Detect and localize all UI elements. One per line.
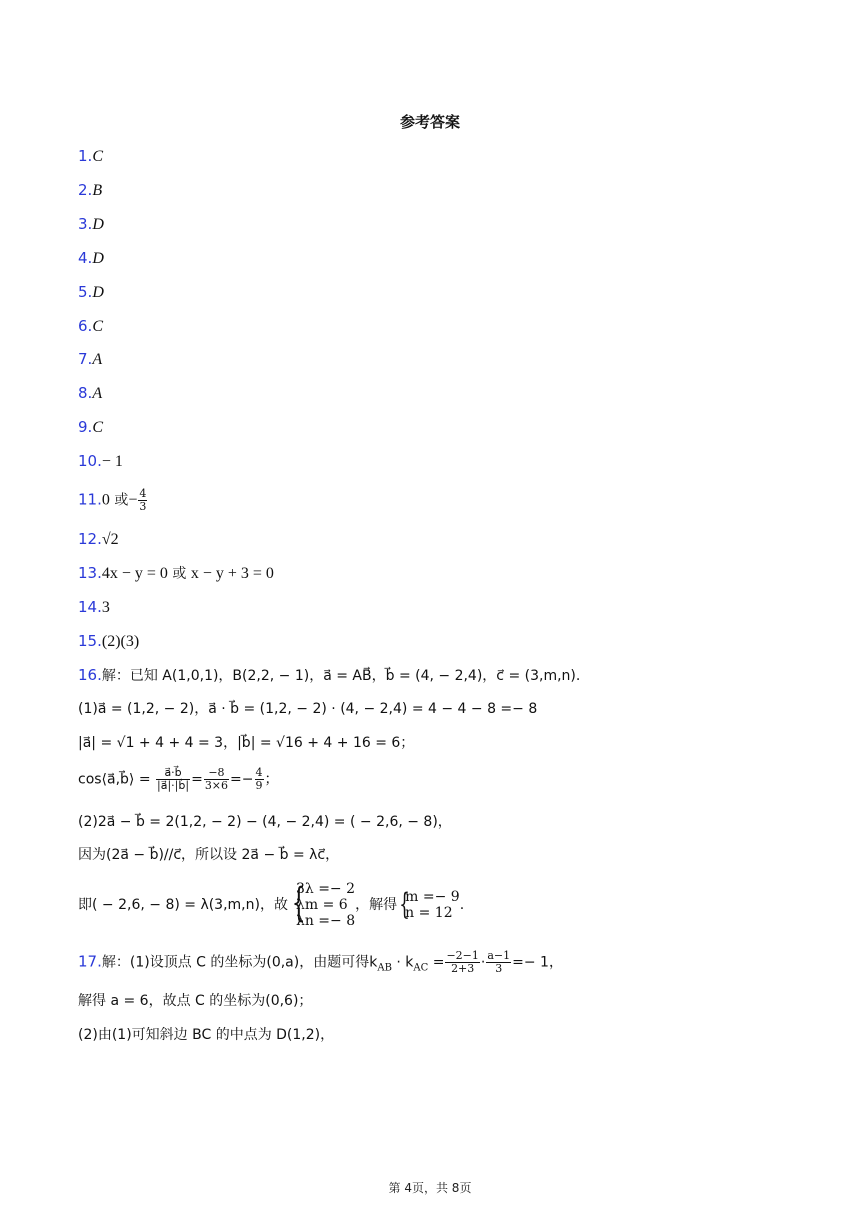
fraction-numerator: a−1 <box>487 949 511 962</box>
page-footer: 第 4页，共 8页 <box>388 1181 472 1195</box>
answer-number: 12. <box>78 530 102 548</box>
answer-number: 8. <box>78 384 93 402</box>
answer-item <box>78 383 102 404</box>
answer-number: 14. <box>78 598 102 616</box>
answer-value: C <box>92 318 103 335</box>
answer-item <box>78 451 123 472</box>
solution-text: 解：已知 A(1,0,1)，B(2,2, − 1)，a⃗ = AB⃗，b⃗ = (4, − 2,4)，c⃗ = (3,m,n). <box>101 668 581 684</box>
equation: λm = 6 <box>295 897 348 913</box>
equation: { 3λ =− 2 <box>295 881 356 897</box>
answer-value: D <box>92 284 104 301</box>
solution-text: cos⟨a⃗,b⃗⟩ = <box>78 771 151 788</box>
solution-text: ，解得 <box>355 897 398 913</box>
dot-operator: · <box>480 954 486 971</box>
answer-item <box>78 417 103 438</box>
fraction-denominator: 3 <box>139 500 147 513</box>
solution-text: =− 1， <box>512 954 563 971</box>
fraction <box>204 767 229 792</box>
answer-value: 4x − y = 0 <box>101 565 168 582</box>
solution-line: (2)由(1)可知斜边 BC 的中点为 D(1,2)， <box>78 1027 335 1043</box>
equation: n = 12 <box>405 905 453 921</box>
solution-text: · k <box>391 954 414 971</box>
answer-value: x − y + 3 = 0 <box>190 565 274 582</box>
subscript: AC <box>413 962 429 974</box>
fraction-numerator: −2−1 <box>446 949 479 962</box>
solution-line: (1)a⃗ = (1,2, − 2)，a⃗ · b⃗ = (1,2, − 2) · (4, − 2,4) = 4 − 4 − 8 =− 8 <box>78 701 538 717</box>
solution-line <box>78 880 464 930</box>
answer-number: 3. <box>78 215 93 233</box>
answer-number: 16. <box>78 666 102 684</box>
solution-text: 即( − 2,6, − 8) = λ(3,m,n)，故 <box>78 897 288 913</box>
answer-value: A <box>92 351 103 368</box>
answer-item <box>78 248 104 269</box>
fraction-denominator: 2+3 <box>451 962 475 975</box>
answer-number: 17. <box>78 952 102 971</box>
punctuation: ； <box>264 771 279 788</box>
page-title: 参考答案 <box>399 113 460 131</box>
answer-value: 0 <box>101 491 110 509</box>
answer-value: − 1 <box>101 453 123 470</box>
answer-item <box>78 214 104 235</box>
solution-line <box>78 665 580 686</box>
equation-system <box>397 889 460 921</box>
answer-item <box>78 146 103 167</box>
answer-value: (2)(3) <box>101 633 140 650</box>
answer-number: 11. <box>78 490 102 509</box>
answer-item <box>78 529 119 550</box>
answer-number: 15. <box>78 632 102 650</box>
fraction-numerator: a⃗·b⃗ <box>156 767 190 780</box>
answer-number: 1. <box>78 147 93 165</box>
answer-value: C <box>92 148 103 165</box>
answer-value: C <box>92 419 103 436</box>
or-text: 或 <box>114 492 129 509</box>
fraction <box>486 950 511 975</box>
answer-value: A <box>92 385 103 402</box>
solution-line <box>78 950 563 978</box>
solution-line: |a⃗| = √1 + 4 + 4 = 3，|b⃗| = √16 + 4 + 16 = 6； <box>78 735 415 751</box>
equals-sign: = <box>428 954 445 971</box>
solution-line: (2)2a⃗ − b⃗ = 2(1,2, − 2) − (4, − 2,4) = ( − 2,6, − 8)， <box>78 814 452 830</box>
answer-number: 9. <box>78 418 93 436</box>
equation: { m =− 9 <box>405 889 460 905</box>
equation: λn =− 8 <box>295 913 356 929</box>
fraction-denominator: |a⃗|·|b⃗| <box>157 779 190 792</box>
answer-number: 5. <box>78 283 93 301</box>
solution-line: 因为(2a⃗ − b⃗)//c⃗，所以设 2a⃗ − b⃗ = λc⃗， <box>78 847 340 863</box>
answer-value: √2 <box>101 531 119 548</box>
or-text: 或 <box>172 566 187 582</box>
fraction <box>156 767 190 792</box>
fraction-numerator: 4 <box>139 487 147 500</box>
solution-line <box>78 767 279 792</box>
minus-sign: − <box>128 491 138 509</box>
fraction-numerator: −8 <box>204 767 229 780</box>
fraction-denominator: 3×6 <box>204 779 229 792</box>
answer-item <box>78 563 274 584</box>
equals-sign: =− <box>230 771 254 788</box>
fraction-numerator: 4 <box>255 766 263 779</box>
answer-number: 6. <box>78 317 93 335</box>
answer-number: 13. <box>78 564 102 582</box>
fraction <box>445 950 479 975</box>
answer-item <box>78 180 102 201</box>
answer-number: 4. <box>78 249 93 267</box>
equals-sign: = <box>191 771 203 788</box>
answer-item <box>78 316 103 337</box>
solution-text: 解：(1)设顶点 C 的坐标为(0,a)，由题可得k <box>101 954 378 971</box>
answer-number: 2. <box>78 181 93 199</box>
answer-item <box>78 349 102 370</box>
answer-value: D <box>92 216 104 233</box>
answer-number: 10. <box>78 452 102 470</box>
punctuation: . <box>459 897 465 913</box>
answer-value: 3 <box>101 599 110 616</box>
answer-value: B <box>92 182 103 199</box>
fraction-denominator: 9 <box>255 779 263 792</box>
answer-item <box>78 597 110 618</box>
fraction <box>255 767 264 792</box>
subscript: AB <box>377 962 392 974</box>
answer-item <box>78 488 148 513</box>
answer-number: 7. <box>78 350 93 368</box>
answer-value: D <box>92 250 104 267</box>
equation-system <box>288 881 355 929</box>
answer-item <box>78 282 104 303</box>
answer-item <box>78 631 139 652</box>
fraction-denominator: 3 <box>495 962 503 975</box>
solution-line: 解得 a = 6，故点 C 的坐标为(0,6)； <box>78 993 313 1009</box>
fraction <box>138 488 147 513</box>
